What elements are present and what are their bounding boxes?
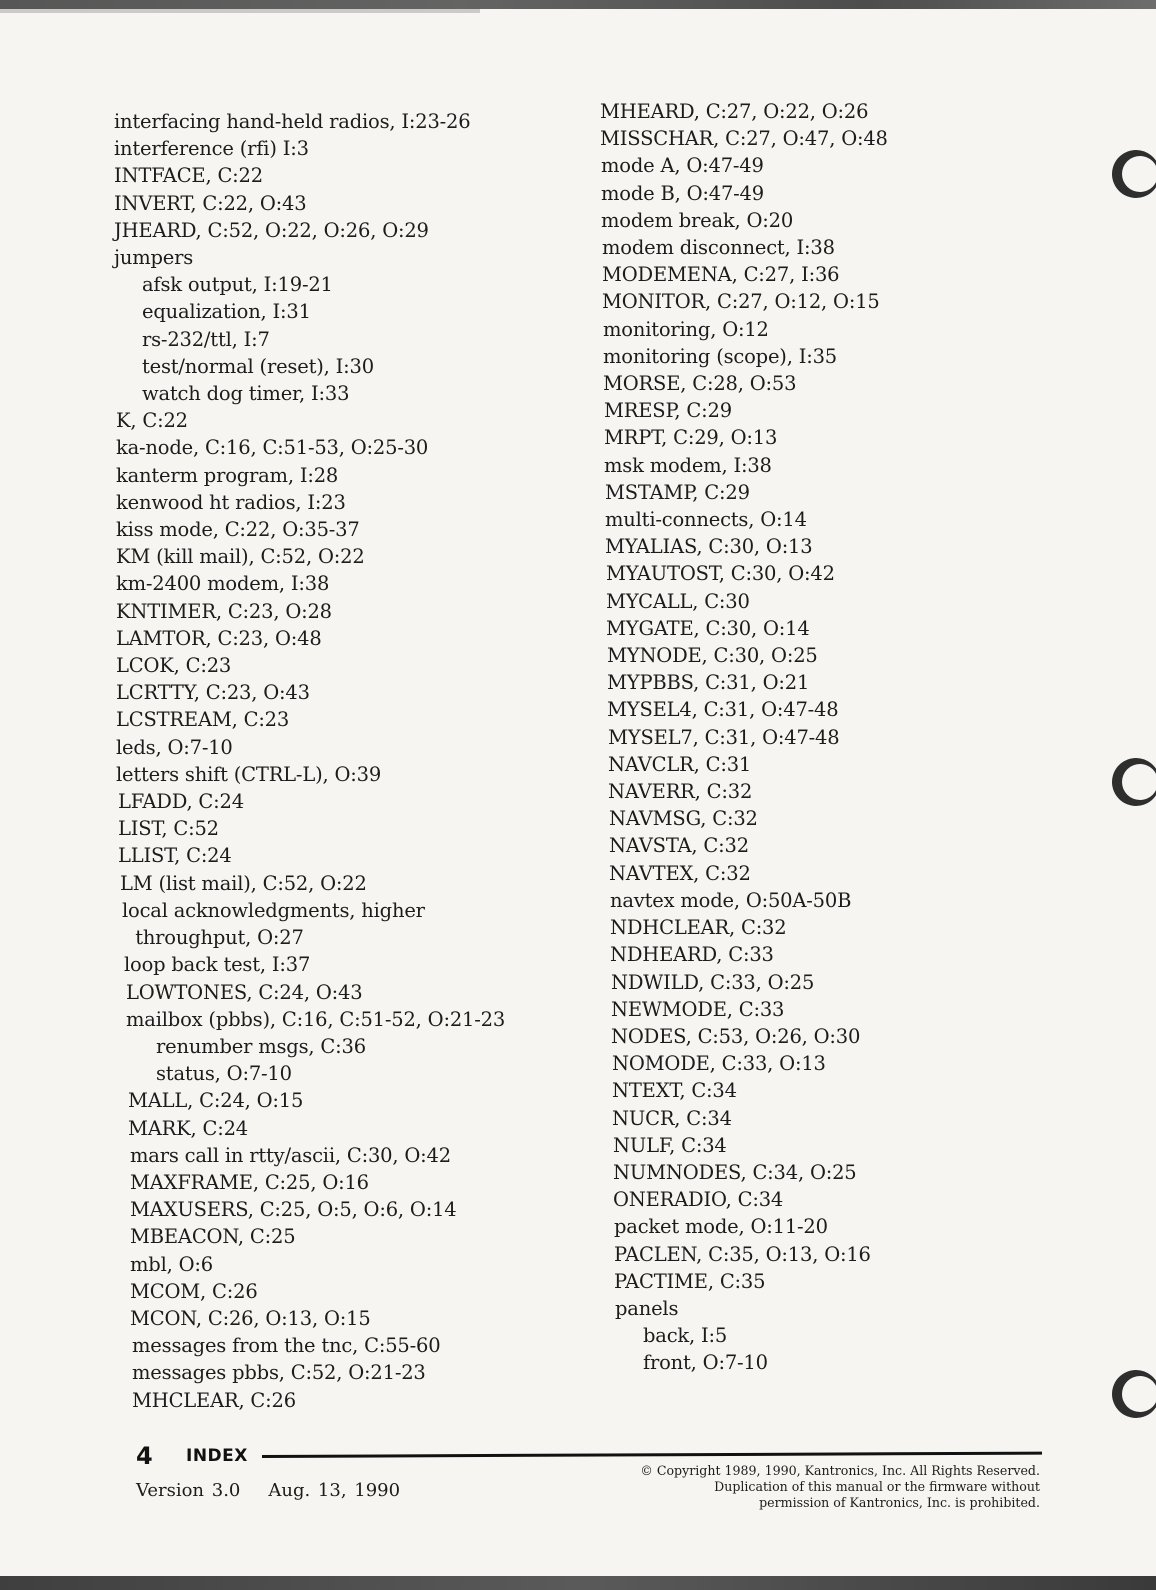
copyright-line: permission of Kantronics, Inc. is prohibited. [759, 1495, 1040, 1510]
scan-edge-top [0, 0, 1156, 9]
index-left-entry: mailbox (pbbs), C:16, C:51-52, O:21-23 [126, 1007, 506, 1031]
scan-edge-bottom [0, 1576, 1156, 1590]
index-left-entry: INVERT, C:22, O:43 [114, 191, 307, 215]
index-right-entry: MYSEL4, C:31, O:47-48 [607, 698, 839, 722]
index-left-entry: mars call in rtty/ascii, C:30, O:42 [130, 1143, 451, 1167]
index-left-entry: LCOK, C:23 [116, 654, 232, 678]
index-left-entry: messages pbbs, C:52, O:21-23 [132, 1361, 426, 1385]
version-line [136, 1480, 400, 1501]
index-left-entry: MHCLEAR, C:26 [132, 1388, 296, 1412]
index-left-entry: local acknowledgments, higher [122, 898, 425, 922]
index-column-right [600, 98, 1080, 1377]
binder-hole-bottom [1112, 1370, 1156, 1418]
index-right-entry: multi-connects, O:14 [605, 508, 807, 532]
copyright-notice [560, 1463, 1040, 1511]
index-left-entry: kenwood ht radios, I:23 [116, 490, 346, 514]
index-left-entry: letters shift (CTRL-L), O:39 [116, 762, 382, 786]
index-left-entry: LLIST, C:24 [118, 844, 232, 868]
index-left-entry: loop back test, I:37 [124, 953, 311, 977]
index-right-entry: MSTAMP, C:29 [605, 480, 750, 504]
footer-rule [262, 1452, 1042, 1458]
index-right-entry: msk modem, I:38 [604, 453, 772, 477]
index-right-entry: MYAUTOST, C:30, O:42 [606, 562, 835, 586]
index-left-entry: LAMTOR, C:23, O:48 [116, 626, 322, 650]
index-left-entry: interfacing hand-held radios, I:23-26 [114, 110, 471, 133]
index-left-entry: equalization, I:31 [142, 300, 311, 324]
index-left-entry: afsk output, I:19-21 [142, 273, 333, 297]
index-left-entry: LIST, C:52 [118, 817, 219, 841]
index-right-entry: mode B, O:47-49 [601, 181, 764, 205]
index-right-entry: NUMNODES, C:34, O:25 [613, 1160, 857, 1184]
index-column-left [114, 108, 554, 1414]
index-right-entry: MYSEL7, C:31, O:47-48 [608, 725, 840, 749]
index-left-entry: KM (kill mail), C:52, O:22 [116, 545, 365, 569]
index-left-entry: test/normal (reset), I:30 [142, 354, 374, 378]
index-left-entry: km-2400 modem, I:38 [116, 572, 330, 596]
index-right-entry: NOMODE, C:33, O:13 [612, 1052, 826, 1076]
index-right-entry: navtex mode, O:50A-50B [610, 888, 852, 912]
index-left-entry: LCRTTY, C:23, O:43 [116, 681, 310, 705]
index-right-entry: modem disconnect, I:38 [602, 236, 835, 260]
index-right-entry: NUCR, C:34 [612, 1106, 732, 1130]
index-right-entry: MORSE, C:28, O:53 [603, 372, 797, 396]
section-label: INDEX [186, 1446, 248, 1466]
index-left-entry: kanterm program, I:28 [116, 463, 339, 487]
index-right-entry: front, O:7-10 [643, 1351, 768, 1375]
index-right-entry: NDWILD, C:33, O:25 [611, 970, 815, 994]
index-left-entry: MCON, C:26, O:13, O:15 [130, 1306, 371, 1330]
index-left-entry: JHEARD, C:52, O:22, O:26, O:29 [114, 218, 429, 242]
index-right-entry: NDHCLEAR, C:32 [610, 916, 787, 940]
index-left-entry: MBEACON, C:25 [130, 1225, 296, 1249]
index-left-entry: LFADD, C:24 [118, 790, 244, 814]
index-right-entry: NAVERR, C:32 [608, 780, 753, 804]
index-left-entry: LCSTREAM, C:23 [116, 708, 290, 732]
index-right-entry: NAVTEX, C:32 [609, 861, 751, 885]
index-right-entry: packet mode, O:11-20 [614, 1215, 828, 1239]
index-left-entry: interference (rfi) I:3 [114, 137, 309, 161]
index-right-entry: MRESP, C:29 [604, 399, 732, 423]
index-left-entry: KNTIMER, C:23, O:28 [116, 599, 332, 623]
index-left-entry: ka-node, C:16, C:51-53, O:25-30 [116, 436, 429, 460]
index-left-entry: kiss mode, C:22, O:35-37 [116, 518, 360, 542]
index-left-entry: leds, O:7-10 [116, 735, 233, 759]
index-right-entry: MONITOR, C:27, O:12, O:15 [602, 290, 880, 314]
index-left-entry: jumpers [114, 246, 194, 270]
binder-hole-middle [1112, 758, 1156, 806]
index-right-entry: MISSCHAR, C:27, O:47, O:48 [600, 127, 888, 151]
index-right-entry: MYPBBS, C:31, O:21 [607, 671, 810, 695]
version-text: Version 3.0 [136, 1480, 241, 1501]
index-right-entry: monitoring, O:12 [603, 317, 769, 341]
index-left-entry: MAXUSERS, C:25, O:5, O:6, O:14 [130, 1198, 457, 1222]
index-left-entry: MALL, C:24, O:15 [128, 1089, 304, 1113]
index-left-entry: mbl, O:6 [130, 1252, 213, 1276]
index-right-entry: MYALIAS, C:30, O:13 [605, 535, 813, 559]
index-right-entry: mode A, O:47-49 [601, 154, 764, 178]
index-left-entry: LM (list mail), C:52, O:22 [120, 871, 367, 895]
index-right-entry: monitoring (scope), I:35 [603, 344, 837, 368]
copyright-line: Duplication of this manual or the firmware without [714, 1479, 1040, 1494]
index-right-entry: NULF, C:34 [613, 1133, 727, 1157]
index-right-entry: NAVCLR, C:31 [608, 752, 752, 776]
index-right-entry: NTEXT, C:34 [612, 1079, 737, 1103]
index-right-entry: ONERADIO, C:34 [613, 1188, 784, 1212]
index-left-entry: MARK, C:24 [128, 1116, 248, 1140]
index-right-entry: MYNODE, C:30, O:25 [607, 644, 818, 668]
index-left-entry: watch dog timer, I:33 [142, 382, 350, 406]
index-right-entry: PACLEN, C:35, O:13, O:16 [614, 1242, 871, 1266]
index-left-entry: INTFACE, C:22 [114, 164, 263, 188]
index-right-entry: NAVSTA, C:32 [609, 834, 749, 858]
index-left-entry: throughput, O:27 [135, 926, 304, 950]
copyright-line: © Copyright 1989, 1990, Kantronics, Inc. All Rights Reserved. [640, 1463, 1040, 1478]
index-left-entry: MCOM, C:26 [130, 1279, 258, 1303]
index-right-entry: MODEMENA, C:27, I:36 [602, 263, 840, 287]
index-right-entry: MYGATE, C:30, O:14 [606, 616, 810, 640]
index-right-entry: NAVMSG, C:32 [609, 807, 758, 831]
index-right-entry: panels [615, 1296, 679, 1320]
index-left-entry: messages from the tnc, C:55-60 [132, 1334, 441, 1358]
index-left-entry: status, O:7-10 [156, 1062, 292, 1086]
index-left-entry: renumber msgs, C:36 [156, 1034, 366, 1058]
index-right-entry: NEWMODE, C:33 [611, 997, 785, 1021]
index-left-entry: rs-232/ttl, I:7 [142, 327, 270, 351]
index-right-entry: NDHEARD, C:33 [610, 943, 774, 967]
index-left-entry: MAXFRAME, C:25, O:16 [130, 1170, 369, 1194]
version-date: Aug. 13, 1990 [268, 1480, 401, 1501]
index-left-entry: LOWTONES, C:24, O:43 [126, 980, 363, 1004]
index-right-entry: MHEARD, C:27, O:22, O:26 [600, 100, 869, 123]
index-right-entry: modem break, O:20 [601, 208, 794, 232]
index-right-entry: NODES, C:53, O:26, O:30 [611, 1024, 861, 1048]
binder-hole-top [1112, 150, 1156, 198]
index-right-entry: back, I:5 [643, 1324, 728, 1348]
index-left-entry: K, C:22 [116, 409, 188, 433]
index-right-entry: MYCALL, C:30 [606, 589, 750, 613]
page-number: 4 [136, 1442, 153, 1470]
scan-edge-top-shadow [0, 9, 480, 13]
index-right-entry: MRPT, C:29, O:13 [604, 426, 778, 450]
index-right-entry: PACTIME, C:35 [614, 1269, 766, 1293]
